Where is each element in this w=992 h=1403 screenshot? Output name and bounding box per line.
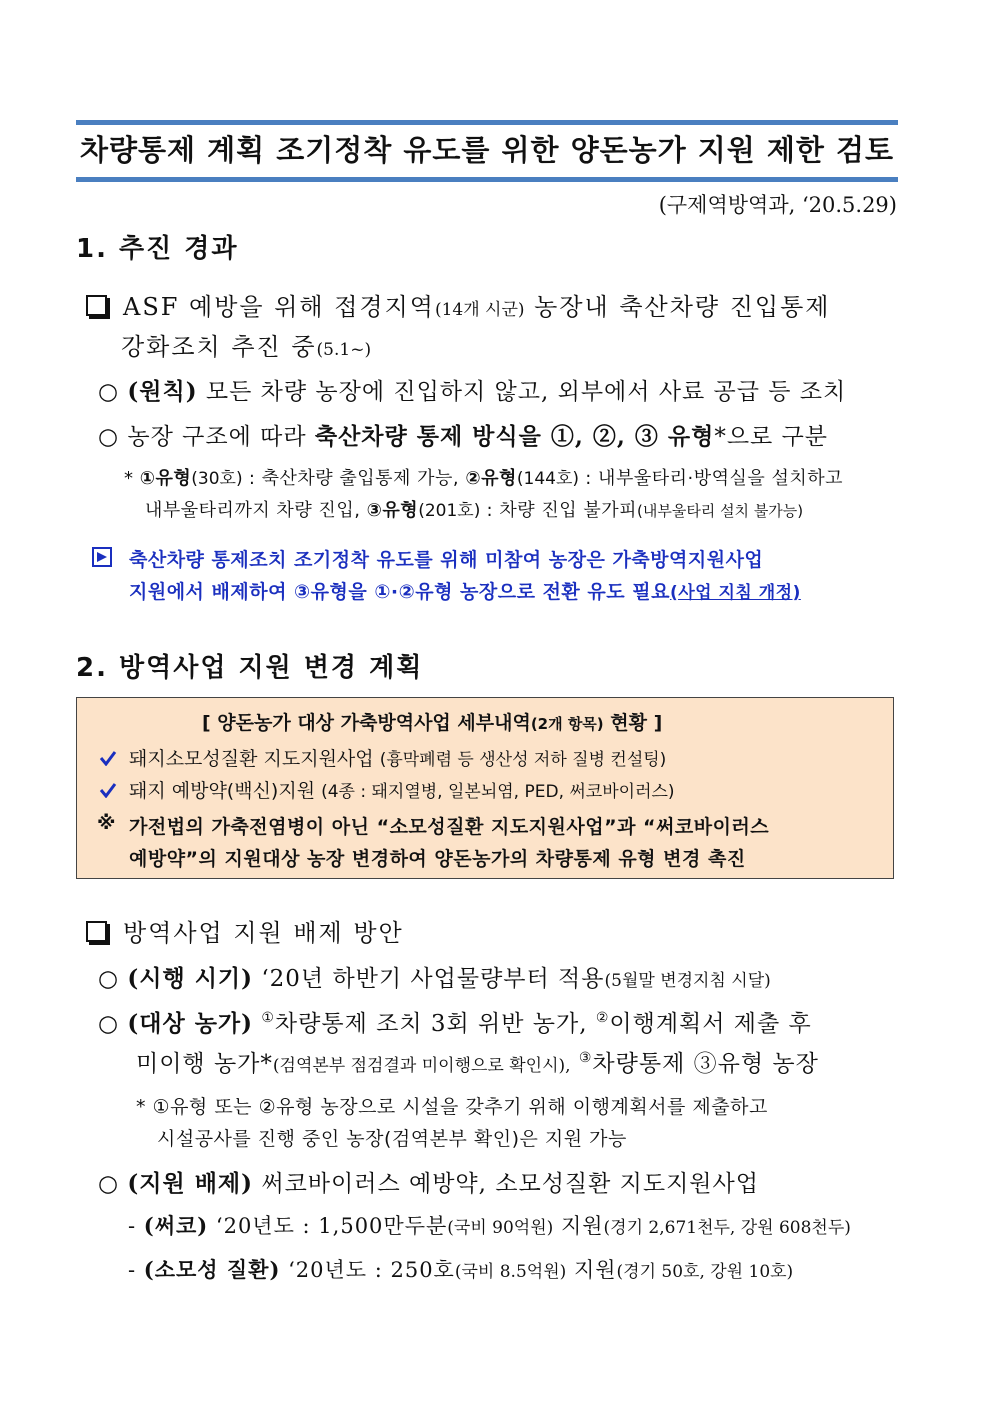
type-note-line-2: 내부울타리까지 차량 진입, ③유형(201호) : 차량 진입 불가피(내부울타리 설치 불가능) xyxy=(145,500,804,521)
principle-line: ○ (원칙) 모든 차량 농장에 진입하지 않고, 외부에서 사료 공급 등 조치 xyxy=(98,378,847,405)
conclusion-line-1: 축산차량 통제조치 조기정착 유도를 위해 미참여 농장은 가축방역지원사업 xyxy=(129,549,764,571)
timing-line: ○ (시행 시기) ‘20년 하반기 사업물량부터 적용(5월말 변경지침 시달) xyxy=(98,965,771,992)
project-summary-box xyxy=(76,697,894,879)
circovirus-line: - (써코) ‘20년도 : 1,500만두분(국비 90억원) 지원(경기 2,671천두, 강원 608천두) xyxy=(128,1213,851,1238)
box-title: [ 양돈농가 대상 가축방역사업 세부내역(2개 항목) 현황 ] xyxy=(202,712,663,734)
title-rule-bottom xyxy=(76,177,898,182)
checkmark-icon xyxy=(99,782,117,798)
section-1-heading: 1. 추진 경과 xyxy=(76,234,239,264)
exclusion-plan-heading: 방역사업 지원 배제 방안 xyxy=(86,913,404,948)
box-item-1: 돼지소모성질환 지도지원사업 (흉막폐렴 등 생산성 저하 질병 컨설팅) xyxy=(129,748,667,770)
conclusion-line-2: 지원에서 배제하여 ③유형을 ①·②유형 농장으로 전환 유도 필요(사업 지침 개정) xyxy=(129,581,801,603)
section-1-square-line-1: ASF 예방을 위해 접경지역(14개 시군) 농장내 축산차량 진입통제 xyxy=(86,287,830,322)
title-rule-top xyxy=(76,120,898,125)
document-title: 차량통제 계획 조기정착 유도를 위한 양돈농가 지원 제한 검토 xyxy=(79,133,895,167)
target-line-1: ○ (대상 농가) ①차량통제 조치 3회 위반 농가, ②이행계획서 제출 후 xyxy=(98,1010,812,1037)
classification-line: ○ 농장 구조에 따라 축산차량 통제 방식을 ①, ②, ③ 유형*으로 구분 xyxy=(98,423,829,450)
chronic-disease-line: - (소모성 질환) ‘20년도 : 250호(국비 8.5억원) 지원(경기 50호, 강원 10호) xyxy=(128,1257,794,1282)
circle-bullet-icon: ○ xyxy=(98,379,120,405)
square-bullet-icon xyxy=(86,921,107,942)
arrow-box-icon xyxy=(92,547,112,567)
section-2-heading: 2. 방역사업 지원 변경 계획 xyxy=(76,653,424,683)
box-note-mark: ※ xyxy=(97,812,116,834)
square-bullet-icon xyxy=(86,295,107,316)
target-line-2: 미이행 농가*(검역본부 점검결과 미이행으로 확인시), ③차량통제 ③유형 농장 xyxy=(136,1050,819,1077)
circle-bullet-icon: ○ xyxy=(98,966,120,992)
circle-bullet-icon: ○ xyxy=(98,1011,120,1037)
circle-bullet-icon: ○ xyxy=(98,1171,120,1197)
target-note-line-2: 시설공사를 진행 중인 농장(검역본부 확인)은 지원 가능 xyxy=(157,1128,627,1150)
target-note-line-1: * ①유형 또는 ②유형 농장으로 시설을 갖추기 위해 이행계획서를 제출하고 xyxy=(136,1096,768,1118)
box-note-line-2: 예방약”의 지원대상 농장 변경하여 양돈농가의 차량통제 유형 변경 촉진 xyxy=(129,848,746,870)
type-note-line-1: * ①유형(30호) : 축산차량 출입통제 가능, ②유형(144호) : 내부울타리·방역실을 설치하고 xyxy=(124,468,844,489)
section-1-square-line-2: 강화조치 추진 중(5.1~) xyxy=(121,333,372,361)
exclusion-line: ○ (지원 배제) 써코바이러스 예방약, 소모성질환 지도지원사업 xyxy=(98,1170,759,1197)
checkmark-icon xyxy=(99,750,117,766)
box-note-line-1: 가전법의 가축전염병이 아닌 “소모성질환 지도지원사업”과 “써코바이러스 xyxy=(129,816,770,838)
document-meta: (구제역방역과, ‘20.5.29) xyxy=(658,193,897,217)
circle-bullet-icon: ○ xyxy=(98,424,120,450)
box-item-2: 돼지 예방약(백신)지원 (4종 : 돼지열병, 일본뇌염, PED, 써코바이러스) xyxy=(129,780,675,802)
